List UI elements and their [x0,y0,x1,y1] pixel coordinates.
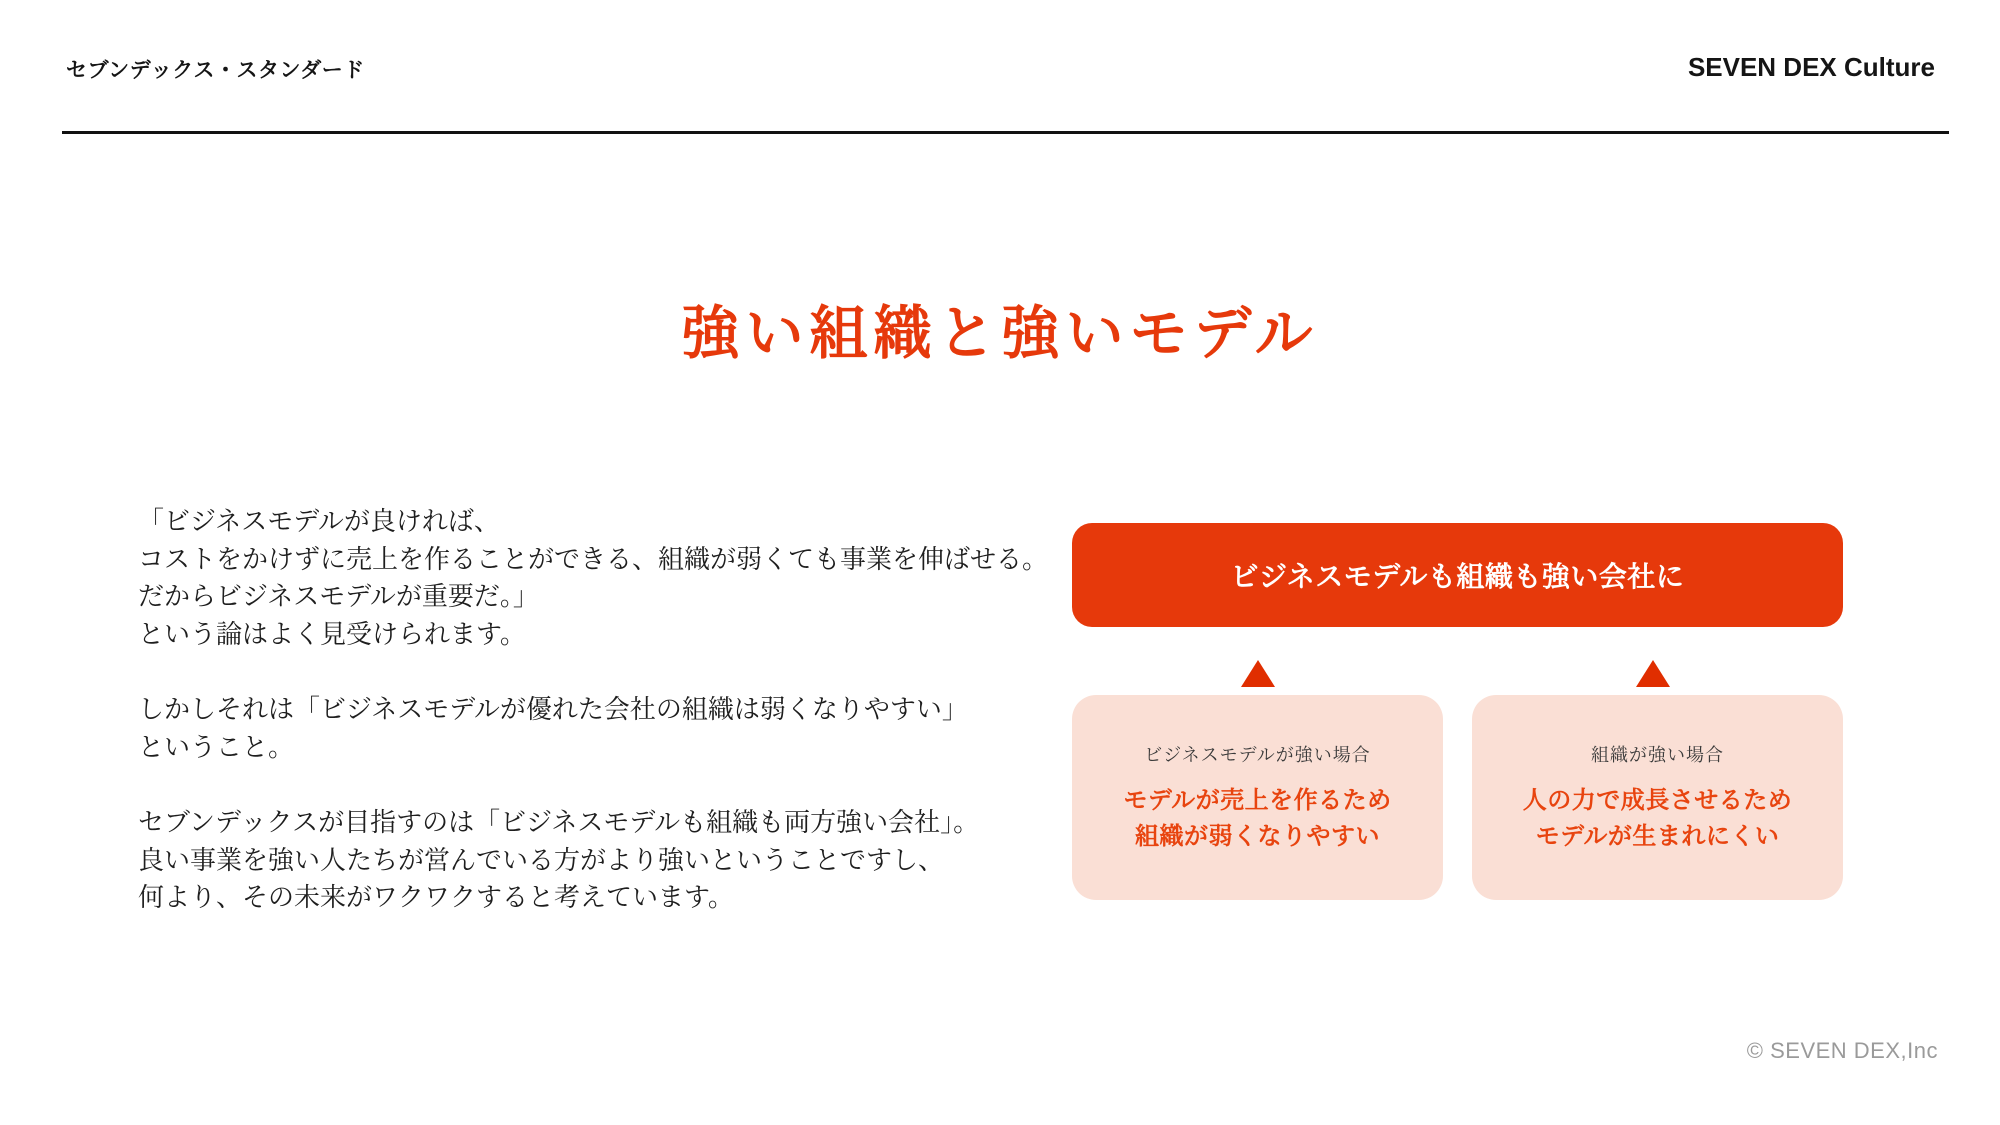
paragraph [138,503,1049,653]
paragraph [138,691,1038,766]
case-label: 組織が強い場合 [1591,744,1724,765]
arrow-up-icon [1241,660,1275,687]
page-title: 強い組織と強いモデル [681,301,1319,366]
result-box-label: ビジネスモデルも組織も強い会社に [1230,561,1685,592]
case-line: 組織が弱くなりやすい [1135,822,1380,850]
result-box [1072,523,1843,627]
body-line: しかしそれは「ビジネスモデルが優れた会社の組織は弱くなりやすい」 [138,694,968,724]
body-line: ということ。 [138,731,295,762]
body-line: セブンデックスが目指すのは「ビジネスモデルも組織も両方強い会社」。 [138,807,980,837]
body-line: だからビジネスモデルが重要だ。」 [138,581,539,611]
paragraph [138,804,1038,917]
case-line: モデルが生まれにくい [1535,822,1780,850]
arrow-up-icon [1636,660,1670,687]
case-line: 人の力で成長させるため [1522,786,1793,814]
body-line: コストをかけずに売上を作ることができる、組織が弱くても事業を伸ばせる。 [138,543,1049,574]
case-box-business-model [1072,695,1443,900]
body-line: 良い事業を強い人たちが営んでいる方がより強いということですし、 [138,844,945,875]
case-box-organization [1472,695,1843,900]
body-text [138,503,1049,917]
body-line: 何より、その未来がワクワクすると考えています。 [138,882,734,912]
header-right-title: SEVEN DEX Culture [1687,52,1935,82]
header-left-title: セブンデックス・スタンダード [66,59,365,82]
body-line: 「ビジネスモデルが良ければ、 [138,506,500,536]
case-label: ビジネスモデルが強い場合 [1144,744,1371,765]
case-line: モデルが売上を作るため [1123,786,1392,814]
copyright-text: © SEVEN DEX,Inc [1746,1038,1938,1063]
body-line: という論はよく見受けられます。 [138,618,526,649]
header-divider [62,131,1949,134]
